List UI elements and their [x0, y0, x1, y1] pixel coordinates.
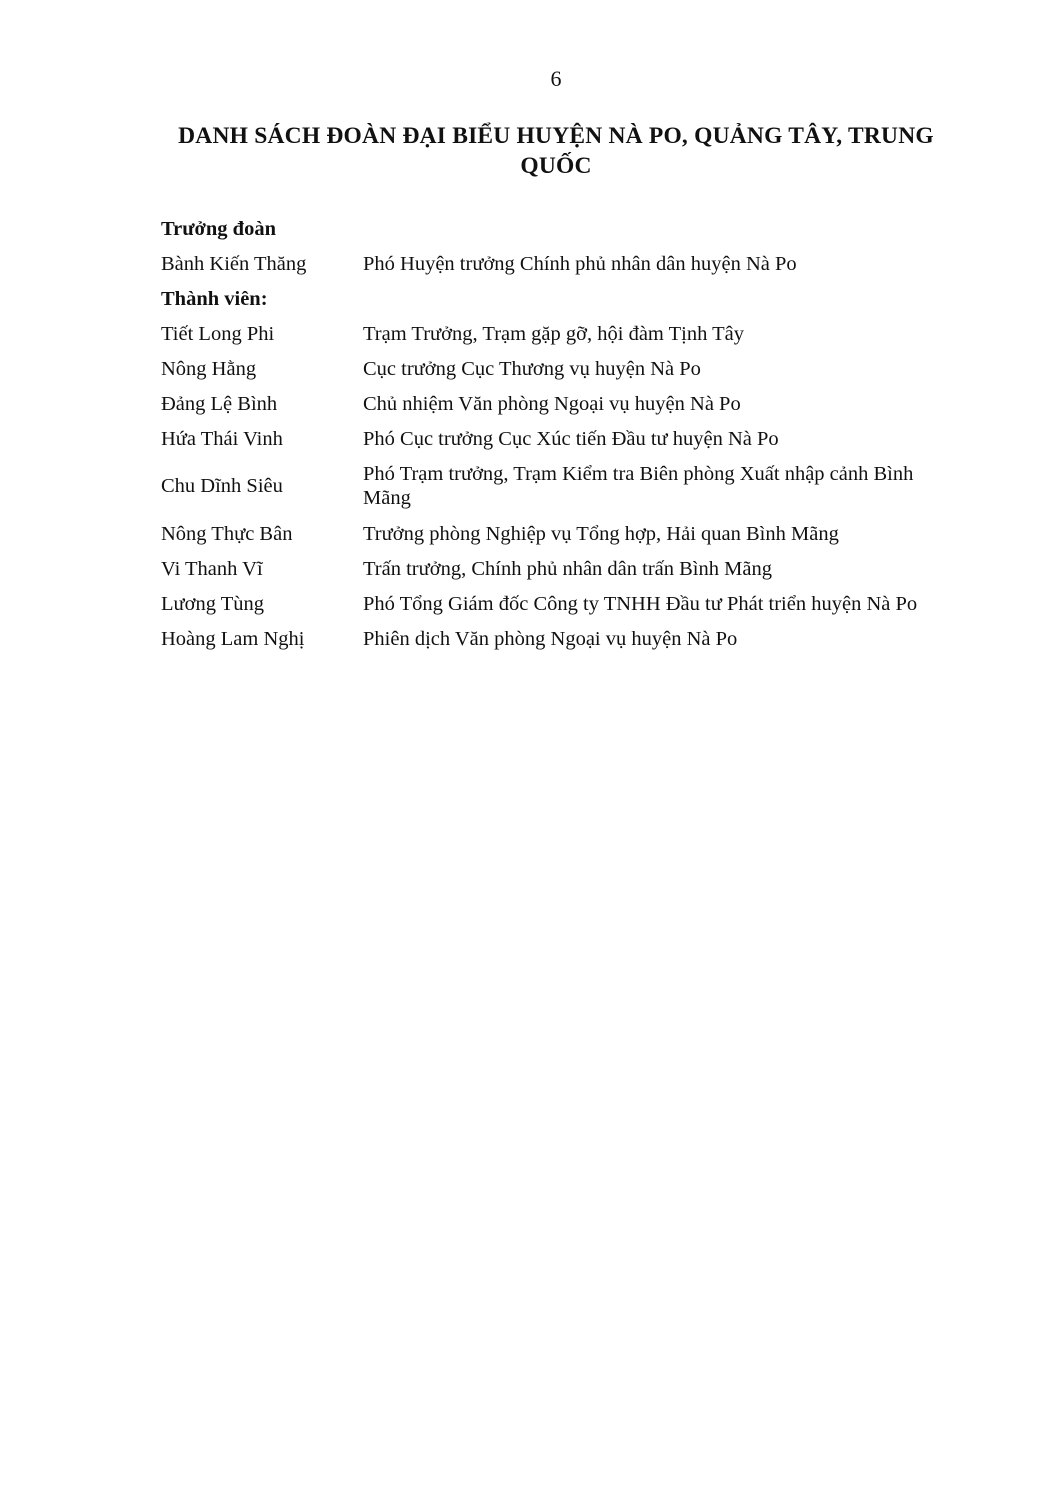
member-role: Trạm Trưởng, Trạm gặp gỡ, hội đàm Tịnh Tây — [363, 322, 744, 345]
member-row — [161, 421, 961, 456]
member-row — [161, 351, 961, 386]
member-row — [161, 246, 961, 281]
member-row — [161, 516, 961, 551]
member-name: Lương Tùng — [161, 592, 265, 615]
member-role: Phó Tổng Giám đốc Công ty TNHH Đầu tư Phát triển huyện Nà Po — [363, 592, 918, 615]
member-name: Đảng Lệ Bình — [161, 392, 278, 415]
document-title: DANH SÁCH ĐOÀN ĐẠI BIỂU HUYỆN NÀ PO, QUẢNG TÂY, TRUNG QUỐC — [178, 123, 934, 179]
delegation-list — [161, 211, 961, 656]
member-name: Nông Thực Bân — [161, 522, 293, 545]
member-row — [161, 386, 961, 421]
member-role: Trưởng phòng Nghiệp vụ Tổng hợp, Hải quan Bình Mãng — [363, 522, 839, 545]
member-row — [161, 456, 961, 516]
member-role: Phó Cục trưởng Cục Xúc tiến Đầu tư huyện Nà Po — [363, 427, 779, 450]
member-name: Tiết Long Phi — [161, 322, 275, 345]
member-row — [161, 621, 961, 656]
member-role: Cục trưởng Cục Thương vụ huyện Nà Po — [363, 357, 701, 380]
member-role: Phiên dịch Văn phòng Ngoại vụ huyện Nà Po — [363, 627, 738, 650]
member-role: Phó Trạm trưởng, Trạm Kiểm tra Biên phòng Xuất nhập cảnh Bình Mãng — [363, 463, 914, 509]
section-heading-head-of-delegation: Trưởng đoàn — [161, 217, 276, 240]
section-heading-members: Thành viên: — [161, 287, 268, 310]
member-name: Hoàng Lam Nghị — [161, 627, 305, 650]
member-row — [161, 551, 961, 586]
member-role: Phó Huyện trưởng Chính phủ nhân dân huyện Nà Po — [363, 252, 797, 275]
member-role: Chủ nhiệm Văn phòng Ngoại vụ huyện Nà Po — [363, 392, 741, 415]
member-name: Nông Hằng — [161, 357, 257, 380]
member-row — [161, 586, 961, 621]
page-number: 6 — [550, 66, 562, 91]
member-name: Vi Thanh Vĩ — [161, 557, 263, 580]
member-name: Chu Dĩnh Siêu — [161, 475, 283, 497]
member-name: Hứa Thái Vinh — [161, 427, 283, 450]
member-row — [161, 316, 961, 351]
member-role: Trấn trưởng, Chính phủ nhân dân trấn Bình Mãng — [363, 557, 772, 580]
member-name: Bành Kiến Thăng — [161, 252, 307, 275]
